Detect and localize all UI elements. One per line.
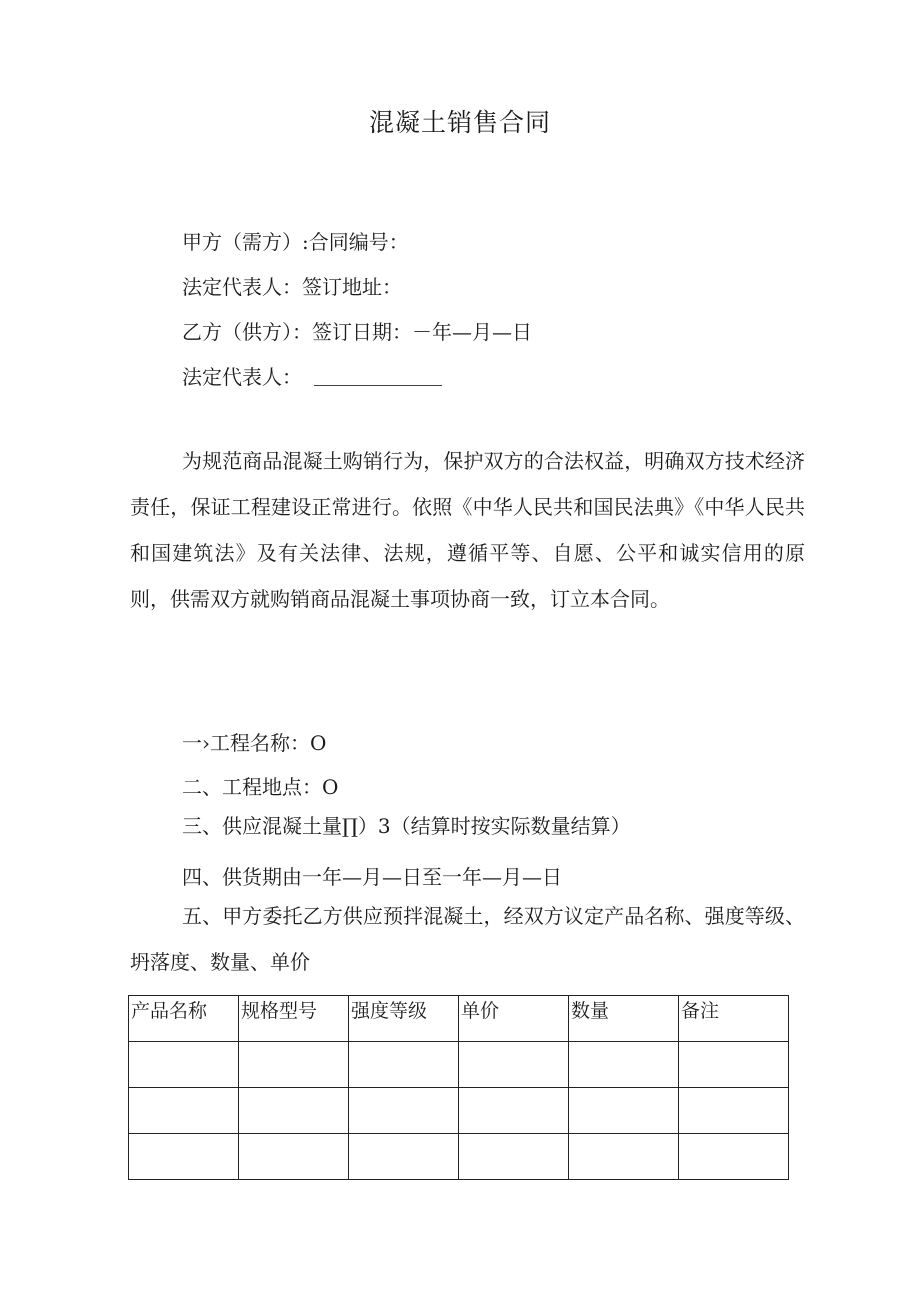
table-cell xyxy=(239,1042,349,1088)
legal-rep-a-line: 法定代表人：签订地址： xyxy=(182,275,402,299)
header-strength-grade: 强度等级 xyxy=(349,996,459,1042)
table-cell xyxy=(679,1134,789,1180)
clause-2-project-location: 二、工程地点：O xyxy=(182,775,339,799)
table-cell xyxy=(349,1088,459,1134)
table-row xyxy=(129,1134,789,1180)
party-b-line: 乙方（供方）：签订日期：－年—月—日 xyxy=(182,320,532,344)
legal-rep-b-label: 法定代表人： xyxy=(182,365,302,389)
clause-5-products: 五、甲方委托乙方供应预拌混凝土，经双方议定产品名称、强度等级、坍落度、数量、单价 xyxy=(130,904,805,974)
table-cell xyxy=(679,1088,789,1134)
table-cell xyxy=(459,1042,569,1088)
legal-rep-b-row xyxy=(182,361,442,390)
signature-blank xyxy=(314,365,442,386)
table-cell xyxy=(129,1088,239,1134)
table-cell xyxy=(349,1134,459,1180)
table-cell xyxy=(569,1134,679,1180)
table-cell xyxy=(459,1088,569,1134)
product-table xyxy=(128,995,789,1180)
party-a-line: 甲方（需方）:合同编号： xyxy=(182,230,409,254)
header-product-name: 产品名称 xyxy=(129,996,239,1042)
header-quantity: 数量 xyxy=(569,996,679,1042)
table-cell xyxy=(569,1042,679,1088)
table-cell xyxy=(679,1042,789,1088)
table-cell xyxy=(129,1134,239,1180)
table-cell xyxy=(459,1134,569,1180)
header-unit-price: 单价 xyxy=(459,996,569,1042)
table-cell xyxy=(569,1088,679,1134)
table-row xyxy=(129,1042,789,1088)
header-remarks: 备注 xyxy=(679,996,789,1042)
clause-1-project-name: 一›工程名称：O xyxy=(182,731,327,755)
table-cell xyxy=(239,1088,349,1134)
preamble-paragraph: 为规范商品混凝土购销行为，保护双方的合法权益，明确双方技术经济责任，保证工程建设正常进行。依照《中华人民共和国民法典》《中华人民共和国建筑法》及有关法律、法规，遵循平等、自愿、公平和诚实信用的原则，供需双方就购销商品混凝土事项协商一致，订立本合同。 xyxy=(130,449,805,611)
clause-3-quantity: 三、供应混凝土量∏）3（结算时按实际数量结算） xyxy=(182,814,631,838)
document-title: 混凝土销售合同 xyxy=(368,108,551,137)
table-cell xyxy=(129,1042,239,1088)
table-header-row xyxy=(129,996,789,1042)
table-cell xyxy=(349,1042,459,1088)
clause-4-supply-period: 四、供货期由一年—月—日至一年—月—日 xyxy=(182,865,562,889)
table-cell xyxy=(239,1134,349,1180)
table-row xyxy=(129,1088,789,1134)
header-spec-model: 规格型号 xyxy=(239,996,349,1042)
